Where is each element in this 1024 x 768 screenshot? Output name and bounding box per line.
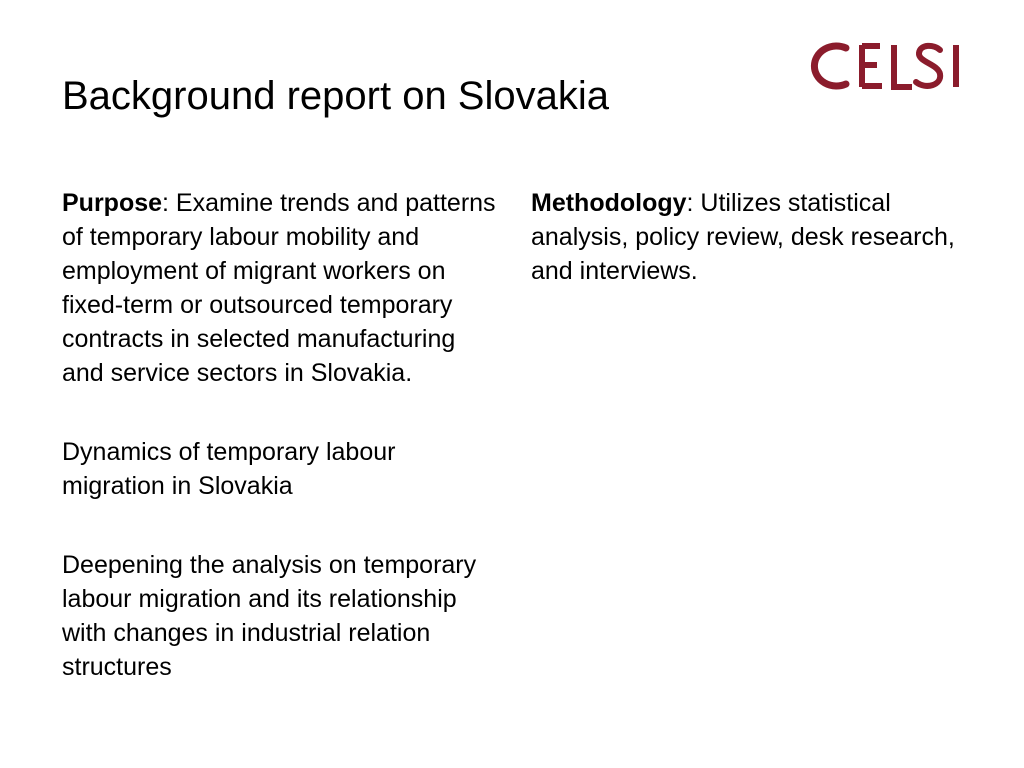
purpose-label: Purpose xyxy=(62,189,163,217)
methodology-text: : Utilizes statistical analysis, policy review, desk research, and interviews. xyxy=(531,189,955,285)
deepening-paragraph: Deepening the analysis on temporary labour migration and its relationship with changes in industrial relation structures xyxy=(62,551,477,681)
left-column xyxy=(62,186,502,729)
purpose-paragraph xyxy=(62,186,502,390)
right-column xyxy=(531,186,961,333)
purpose-text: : Examine trends and patterns of temporary labour mobility and employment of migrant workers on fixed-term or outsourced temporary contracts in selected manufacturing and service sectors in Slovakia. xyxy=(62,189,496,387)
dynamics-paragraph: Dynamics of temporary labour migration in Slovakia xyxy=(62,438,396,500)
slide-title: Background report on Slovakia xyxy=(62,74,609,118)
celsi-logo xyxy=(806,36,966,96)
methodology-label: Methodology xyxy=(531,189,687,217)
methodology-paragraph xyxy=(531,186,961,288)
